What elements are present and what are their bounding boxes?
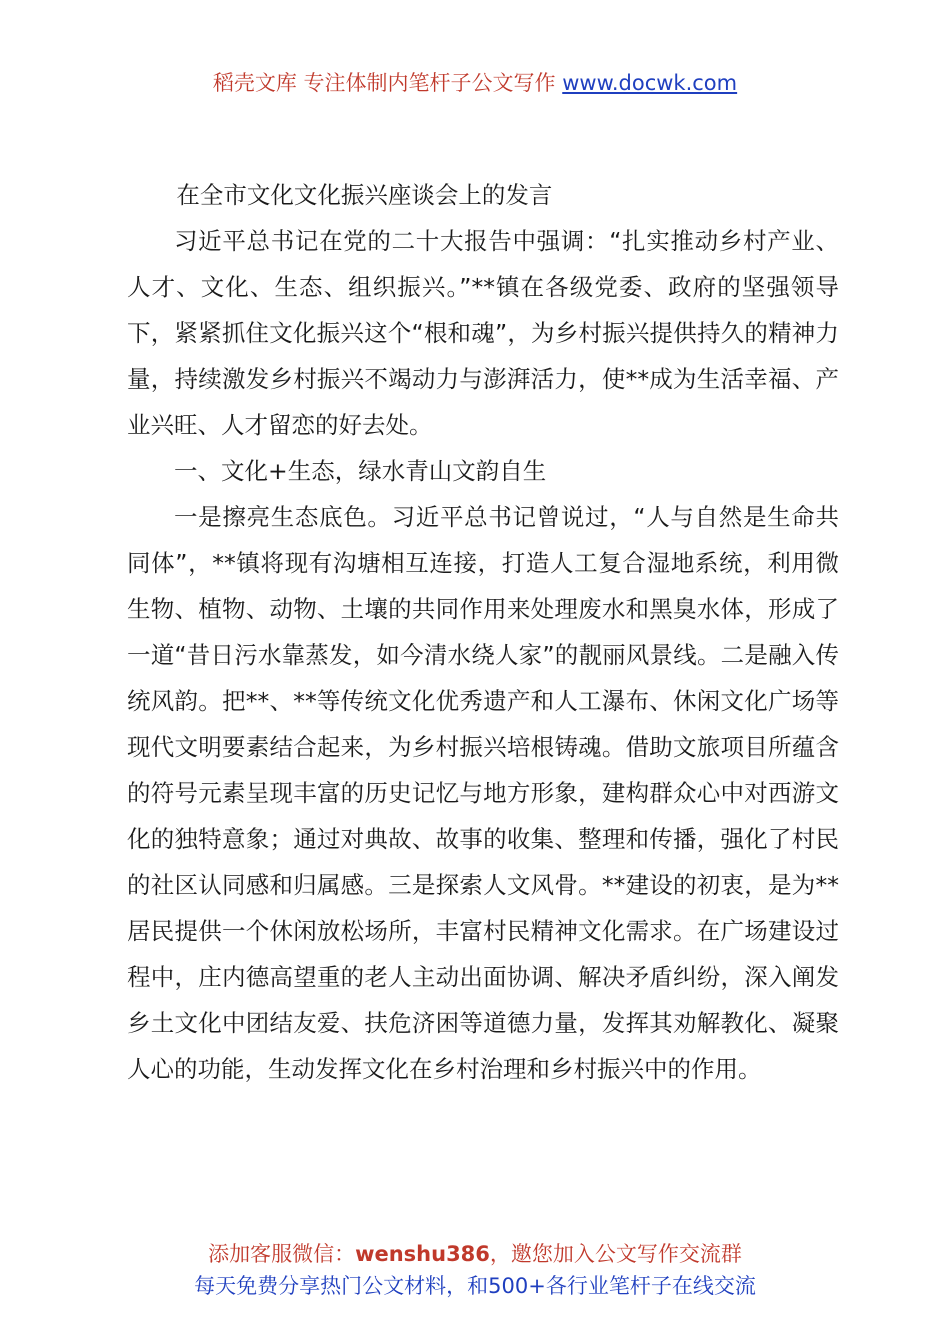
footer-contact-prefix: 添加客服微信： [208,1242,356,1266]
page-header [0,68,950,98]
footer-contact-suffix: ，邀您加入公文写作交流群 [489,1242,742,1266]
paragraph-intro: 习近平总书记在党的二十大报告中强调：“扎实推动乡村产业、人才、文化、生态、组织振兴。”**镇在各级党委、政府的坚强领导下，紧紧抓住文化振兴这个“根和魂”，为乡村振兴提供持久的精神力量，持续激发乡村振兴不竭动力与澎湃活力，使**成为生活幸福、产业兴旺、人才留恋的好去处。 [127,227,839,439]
header-site-link[interactable]: www.docwk.com [562,71,738,95]
page-footer [0,1238,950,1302]
footer-promo-line: 每天免费分享热门公文材料，和500+各行业笔杆子在线交流 [194,1274,756,1298]
footer-contact-line [0,1238,950,1270]
paragraph-section-1: 一是擦亮生态底色。习近平总书记曾说过，“人与自然是生命共同体”，**镇将现有沟塘相互连接，打造人工复合湿地系统，利用微生物、植物、动物、土壤的共同作用来处理废水和黑臭水体，形成了一道“昔日污水靠蒸发，如今清水绕人家”的靓丽风景线。二是融入传统风韵。把**、**等传统文化优秀遗产和人工瀑布、休闲文化广场等现代文明要素结合起来，为乡村振兴培根铸魂。借助文旅项目所蕴含的符号元素呈现丰富的历史记忆与地方形象，建构群众心中对西游文化的独特意象；通过对典故、故事的收集、整理和传播，强化了村民的社区认同感和归属感。三是探索人文风骨。**建设的初衷，是为**居民提供一个休闲放松场所，丰富村民精神文化需求。在广场建设过程中，庄内德高望重的老人主动出面协调、解决矛盾纠纷，深入阐发乡土文化中团结友爱、扶危济困等道德力量，发挥其劝解教化、凝聚人心的功能，生动发挥文化在乡村治理和乡村振兴中的作用。 [127,503,839,1083]
footer-wechat-id: wenshu386 [355,1242,490,1266]
section-heading-1: 一、文化+生态，绿水青山文韵自生 [174,457,547,485]
document-title: 在全市文化文化振兴座谈会上的发言 [176,181,553,209]
document-body [127,172,839,1092]
header-brand-text: 稻壳文库 专注体制内笔杆子公文写作 [212,71,556,95]
